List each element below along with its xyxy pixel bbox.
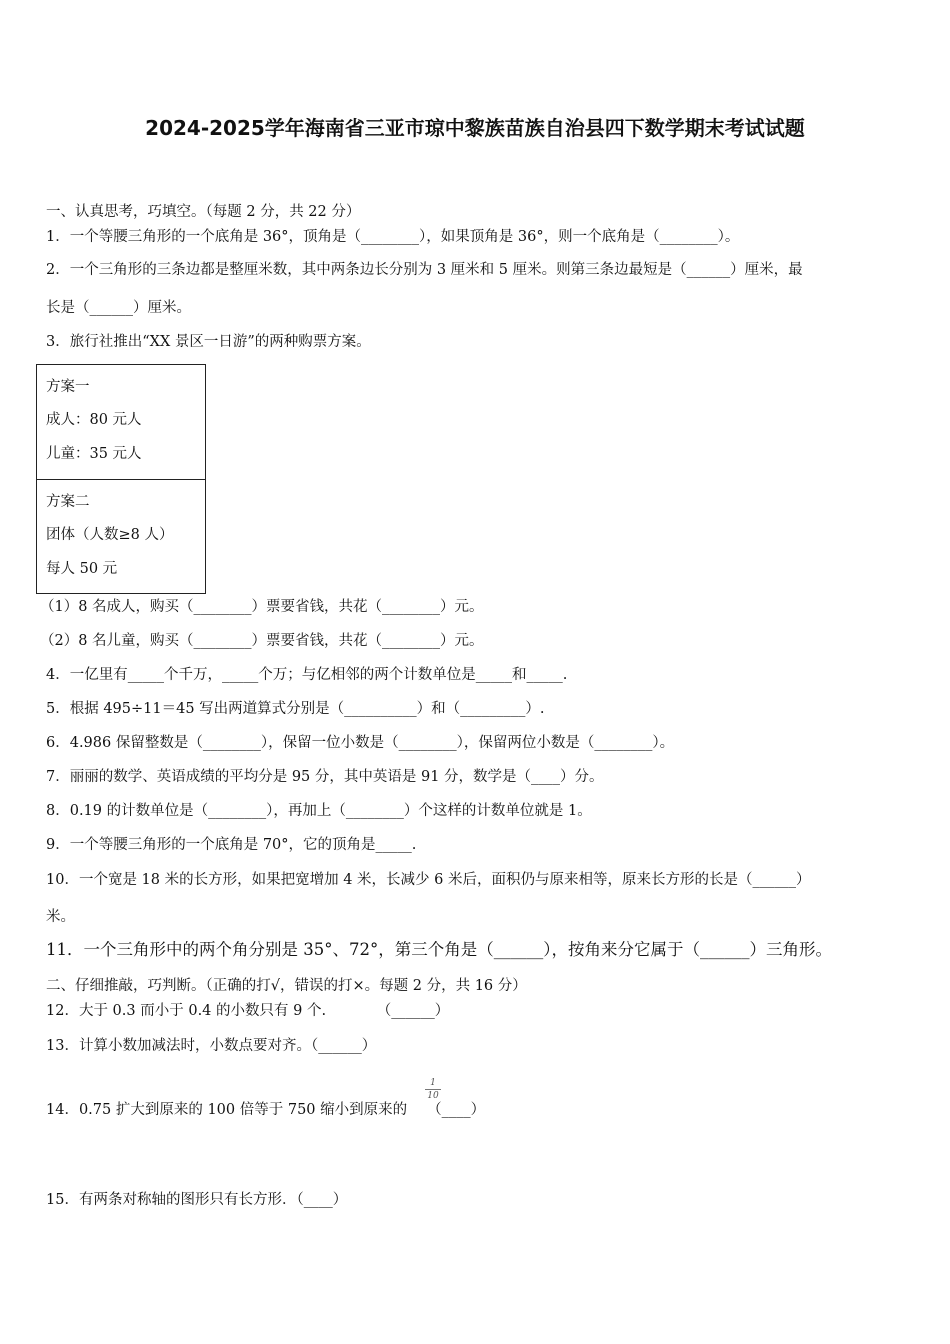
question-15: 15．有两条对称轴的图形只有长方形．（____） [46, 1192, 348, 1208]
question-3-part-2: （2）8 名儿童，购买（________）票要省钱，共花（________）元。 [40, 633, 484, 649]
question-2-line-1: 2．一个三角形的三条边都是整厘米数，其中两条边长分别为 3 厘米和 5 厘米。则第三条边最短是（______）厘米，最 [46, 262, 803, 278]
question-14-text: 14．0.75 扩大到原来的 100 倍等于 750 缩小到原来的 [46, 1102, 408, 1118]
fraction-denominator: 10 [427, 1091, 439, 1101]
question-3-part-1: （1）8 名成人，购买（________）票要省钱，共花（________）元。 [40, 599, 484, 615]
plan-two-box [36, 479, 206, 594]
fraction-numerator: 1 [430, 1078, 436, 1088]
question-6: 6．4.986 保留整数是（________），保留一位小数是（________），保留两位小数是（________）。 [46, 735, 675, 751]
question-9: 9．一个等腰三角形的一个底角是 70°，它的顶角是_____. [46, 837, 417, 853]
plan-one-child-price: 儿童：35 元人 [46, 446, 142, 462]
question-10-line-1: 10．一个宽是 18 米的长方形，如果把宽增加 4 米，长减少 6 米后，面积仍与原来相等，原来长方形的长是（______） [46, 872, 811, 888]
question-8: 8．0.19 的计数单位是（________），再加上（________）个这样的计数单位就是 1。 [46, 803, 592, 819]
question-12: 12．大于 0.3 而小于 0.4 的小数只有 9 个. （______） [46, 1003, 450, 1019]
question-10-line-2: 米。 [46, 909, 75, 925]
question-14 [46, 1100, 485, 1120]
question-2-line-2: 长是（______）厘米。 [46, 300, 191, 316]
plan-one-adult-price: 成人：80 元人 [46, 412, 142, 428]
question-11: 11．一个三角形中的两个角分别是 35°、72°，第三个角是（______），按角来分它属于（______）三角形。 [46, 940, 832, 959]
plan-two-group-rule: 团体（人数≥8 人） [46, 527, 174, 543]
plan-two-title: 方案二 [46, 494, 90, 510]
question-4: 4．一亿里有_____个千万，_____个万；与亿相邻的两个计数单位是_____和_____. [46, 667, 568, 683]
section-heading-1: 一、认真思考，巧填空。（每题 2 分，共 22 分） [46, 204, 361, 220]
question-5: 5．根据 495÷11＝45 写出两道算式分别是（__________）和（_________）. [46, 701, 545, 717]
plan-one-box [36, 364, 206, 480]
question-14-answer: （____） [427, 1102, 486, 1118]
page-title: 2024-2025学年海南省三亚市琼中黎族苗族自治县四下数学期末考试试题 [145, 116, 805, 140]
question-7: 7．丽丽的数学、英语成绩的平均分是 95 分，其中英语是 91 分，数学是（____）分。 [46, 769, 604, 785]
question-13: 13．计算小数加减法时，小数点要对齐。（______） [46, 1038, 377, 1054]
section-heading-2: 二、仔细推敲，巧判断。（正确的打√，错误的打×。每题 2 分，共 16 分） [46, 978, 527, 994]
question-3: 3．旅行社推出“XX 景区一日游”的两种购票方案。 [46, 334, 371, 350]
plan-one-title: 方案一 [46, 379, 90, 395]
plan-two-price: 每人 50 元 [46, 561, 118, 577]
question-1: 1．一个等腰三角形的一个底角是 36°，顶角是（________），如果顶角是 36°，则一个底角是（________）。 [46, 229, 740, 245]
fraction-one-tenth [425, 1078, 441, 1101]
